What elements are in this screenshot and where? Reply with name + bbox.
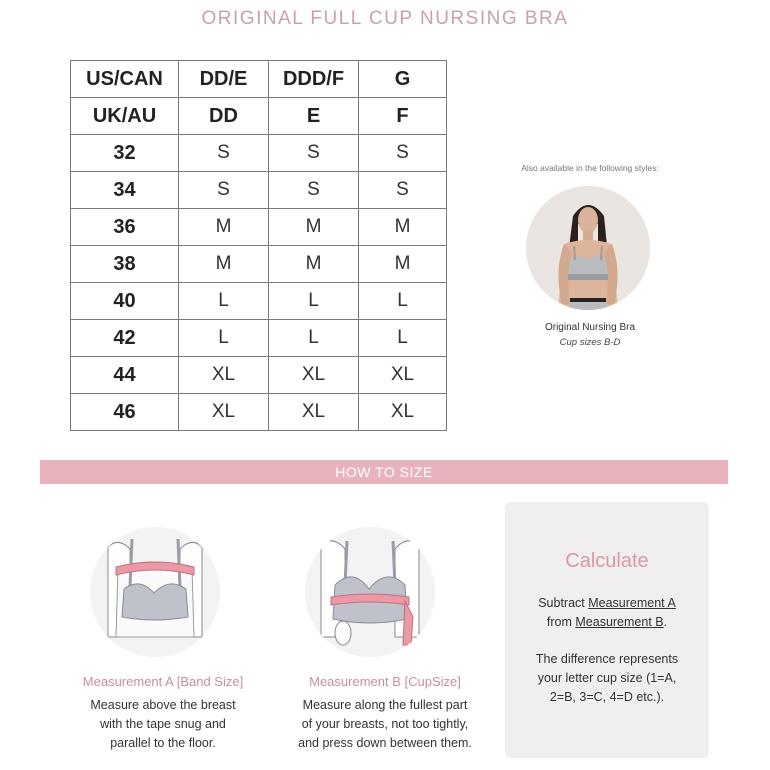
size-cell: M bbox=[269, 209, 359, 246]
calculate-explanation: The difference represents your letter cup size (1=A, 2=B, 3=C, 4=D etc.). bbox=[535, 652, 679, 704]
band-size-cell: 44 bbox=[71, 357, 179, 394]
table-row bbox=[71, 209, 447, 246]
cup-measure-illustration bbox=[305, 527, 435, 657]
model-photo[interactable] bbox=[526, 186, 650, 310]
calculate-instructions: Subtract Measurement A from Measurement B. bbox=[538, 596, 676, 629]
style-name: Original Nursing Bra bbox=[544, 322, 636, 333]
also-available-heading: Also available in the following styles: bbox=[521, 163, 659, 173]
table-header-row bbox=[71, 61, 447, 98]
size-cell: S bbox=[269, 172, 359, 209]
size-cell: M bbox=[179, 209, 269, 246]
size-cell: S bbox=[179, 172, 269, 209]
size-cell: S bbox=[179, 135, 269, 172]
calculate-panel bbox=[505, 502, 709, 758]
table-row bbox=[71, 394, 447, 431]
size-cell: S bbox=[269, 135, 359, 172]
table-row bbox=[71, 357, 447, 394]
table-row bbox=[71, 135, 447, 172]
band-size-cell: 32 bbox=[71, 135, 179, 172]
band-size-cell: 40 bbox=[71, 283, 179, 320]
band-size-cell: 38 bbox=[71, 246, 179, 283]
size-chart-table bbox=[70, 60, 447, 431]
size-cell: S bbox=[359, 135, 447, 172]
measurement-b-text: Measure along the fullest part of your breasts, not too tightly, and press down between them. bbox=[298, 698, 472, 750]
header-cell: DD bbox=[179, 98, 269, 135]
size-cell: L bbox=[269, 320, 359, 357]
size-cell: L bbox=[179, 283, 269, 320]
size-cell: M bbox=[359, 209, 447, 246]
measurement-b-link[interactable]: Measurement B bbox=[575, 615, 664, 629]
size-cell: XL bbox=[179, 357, 269, 394]
band-size-cell: 42 bbox=[71, 320, 179, 357]
table-header-row bbox=[71, 98, 447, 135]
size-cell: XL bbox=[359, 357, 447, 394]
header-cell: E bbox=[269, 98, 359, 135]
model-illustration bbox=[526, 186, 650, 310]
size-cell: M bbox=[269, 246, 359, 283]
measurement-b-title: Measurement B [CupSize] bbox=[309, 674, 461, 689]
measurement-a-text: Measure above the breast with the tape snug and parallel to the floor. bbox=[90, 698, 236, 750]
table-row bbox=[71, 246, 447, 283]
size-cell: XL bbox=[359, 394, 447, 431]
header-cell: G bbox=[359, 61, 447, 98]
band-size-cell: 46 bbox=[71, 394, 179, 431]
calculate-title: Calculate bbox=[565, 550, 649, 572]
header-cell: US/CAN bbox=[71, 61, 179, 98]
band-size-cell: 36 bbox=[71, 209, 179, 246]
header-cell: UK/AU bbox=[71, 98, 179, 135]
size-cell: XL bbox=[179, 394, 269, 431]
header-cell: F bbox=[359, 98, 447, 135]
how-to-size-bar: HOW TO SIZE bbox=[40, 460, 728, 484]
size-cell: XL bbox=[269, 357, 359, 394]
size-cell: M bbox=[179, 246, 269, 283]
header-cell: DD/E bbox=[179, 61, 269, 98]
table-row bbox=[71, 172, 447, 209]
size-cell: M bbox=[359, 246, 447, 283]
page-title: ORIGINAL FULL CUP NURSING BRA bbox=[201, 8, 569, 29]
style-cup-sizes: Cup sizes B-D bbox=[559, 337, 621, 348]
size-cell: L bbox=[179, 320, 269, 357]
measurement-a-title: Measurement A [Band Size] bbox=[82, 674, 244, 689]
table-row bbox=[71, 320, 447, 357]
measurement-a-link[interactable]: Measurement A bbox=[588, 596, 676, 610]
size-cell: L bbox=[359, 320, 447, 357]
table-row bbox=[71, 283, 447, 320]
size-cell: S bbox=[359, 172, 447, 209]
band-measure-illustration bbox=[90, 527, 220, 657]
header-cell: DDD/F bbox=[269, 61, 359, 98]
size-cell: L bbox=[359, 283, 447, 320]
size-cell: XL bbox=[269, 394, 359, 431]
size-cell: L bbox=[269, 283, 359, 320]
band-size-cell: 34 bbox=[71, 172, 179, 209]
